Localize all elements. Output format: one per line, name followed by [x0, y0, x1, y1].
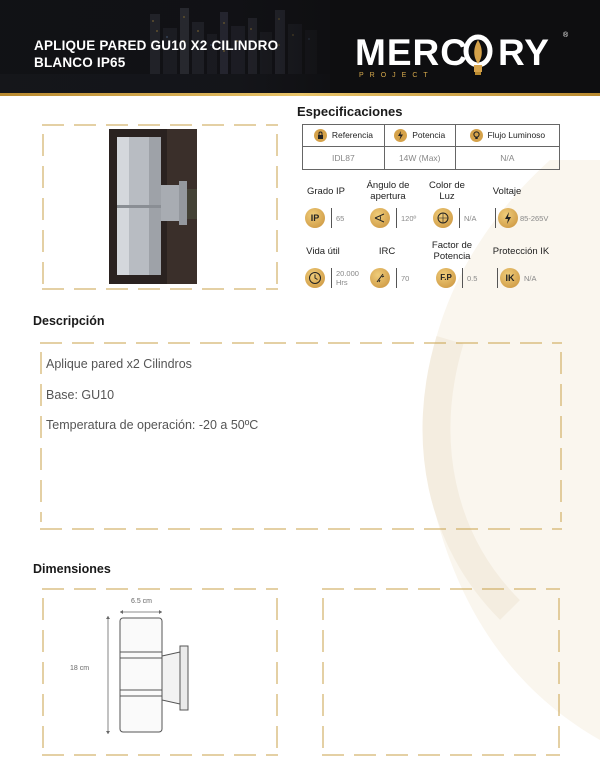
dimensions-title: Dimensiones — [33, 562, 111, 576]
lifetime-clock-icon — [305, 268, 325, 288]
specs-table — [302, 124, 560, 170]
specs-title: Especificaciones — [297, 104, 403, 119]
header-banner — [0, 0, 600, 96]
spec-power-factor — [436, 268, 477, 288]
dimension-width-label: 6.5 cm — [131, 598, 153, 605]
dimension-drawing — [100, 606, 210, 740]
spec-voltage — [495, 208, 548, 228]
spec-value-irc: 70 — [401, 273, 410, 283]
spec-irc — [370, 268, 409, 288]
spec-lifetime — [305, 268, 364, 288]
spec-value-voltage: 85-265V — [520, 213, 549, 223]
logo-registered-mark: ® — [563, 32, 569, 39]
specs-header-cell: Flujo Luminoso — [455, 125, 559, 147]
spec-label-beam-angle: Ángulo de apertura — [366, 180, 410, 202]
description-line: Aplique pared x2 Cilindros — [46, 357, 192, 371]
spec-label-ik: Protección IK — [492, 246, 550, 257]
description-line: Temperatura de operación: -20 a 50ºC — [46, 418, 259, 432]
beam-angle-icon — [370, 208, 390, 228]
spec-label-power-factor: Factor de Potencia — [431, 240, 473, 262]
spec-label-irc: IRC — [378, 246, 396, 257]
spec-value-beam-angle: 120º — [401, 213, 417, 223]
description-line: Base: GU10 — [46, 388, 115, 402]
voltage-icon — [498, 208, 518, 228]
spec-ip — [305, 208, 344, 228]
dimensions-frame-right — [322, 588, 560, 756]
mercury-logo — [355, 32, 570, 82]
spec-label-light-color: Color de Luz — [429, 180, 465, 202]
ip-badge-icon: IP — [305, 208, 325, 228]
product-title: APLIQUE PARED GU10 X2 CILINDRO BLANCO IP65 — [34, 38, 279, 70]
reference-lock-icon — [314, 129, 327, 142]
specs-table-value-row — [303, 147, 560, 170]
dimension-height-label: 18 cm — [70, 665, 90, 672]
logo-text-left: MERC — [355, 32, 468, 73]
spec-ik — [497, 268, 537, 288]
spec-value-ik: N/A — [524, 273, 537, 283]
spec-value-lifetime: 20.000 Hrs — [336, 269, 359, 287]
product-photo — [109, 129, 197, 284]
specs-header-cell: Referencia — [303, 125, 385, 147]
spec-value-light-color: N/A — [464, 213, 477, 223]
logo-text-right: RY — [497, 32, 550, 73]
description-title: Descripción — [33, 314, 105, 328]
spec-beam-angle — [370, 208, 416, 228]
spec-value-power-factor: 0.5 — [467, 273, 478, 283]
spec-light-color — [433, 208, 477, 228]
ik-badge-icon: IK — [500, 268, 520, 288]
power-factor-icon: F.P — [436, 268, 456, 288]
logo-subtitle: PROJECT — [359, 72, 434, 79]
power-value: 14W (Max) — [384, 147, 455, 170]
power-bolt-icon — [394, 129, 407, 142]
spec-label-lifetime: Vida útil — [306, 246, 340, 257]
luminous-flux-bulb-icon — [470, 129, 483, 142]
luminous-flux-value: N/A — [455, 147, 559, 170]
reference-value: IDL87 — [303, 147, 385, 170]
irc-icon — [370, 268, 390, 288]
spec-value-ip: 65 — [336, 213, 345, 223]
color-temperature-icon — [433, 208, 453, 228]
spec-label-ip: Grado IP — [306, 186, 346, 197]
specs-table-header-row — [303, 125, 560, 147]
specs-header-cell: Potencia — [384, 125, 455, 147]
spec-label-voltage: Voltaje — [492, 186, 522, 197]
